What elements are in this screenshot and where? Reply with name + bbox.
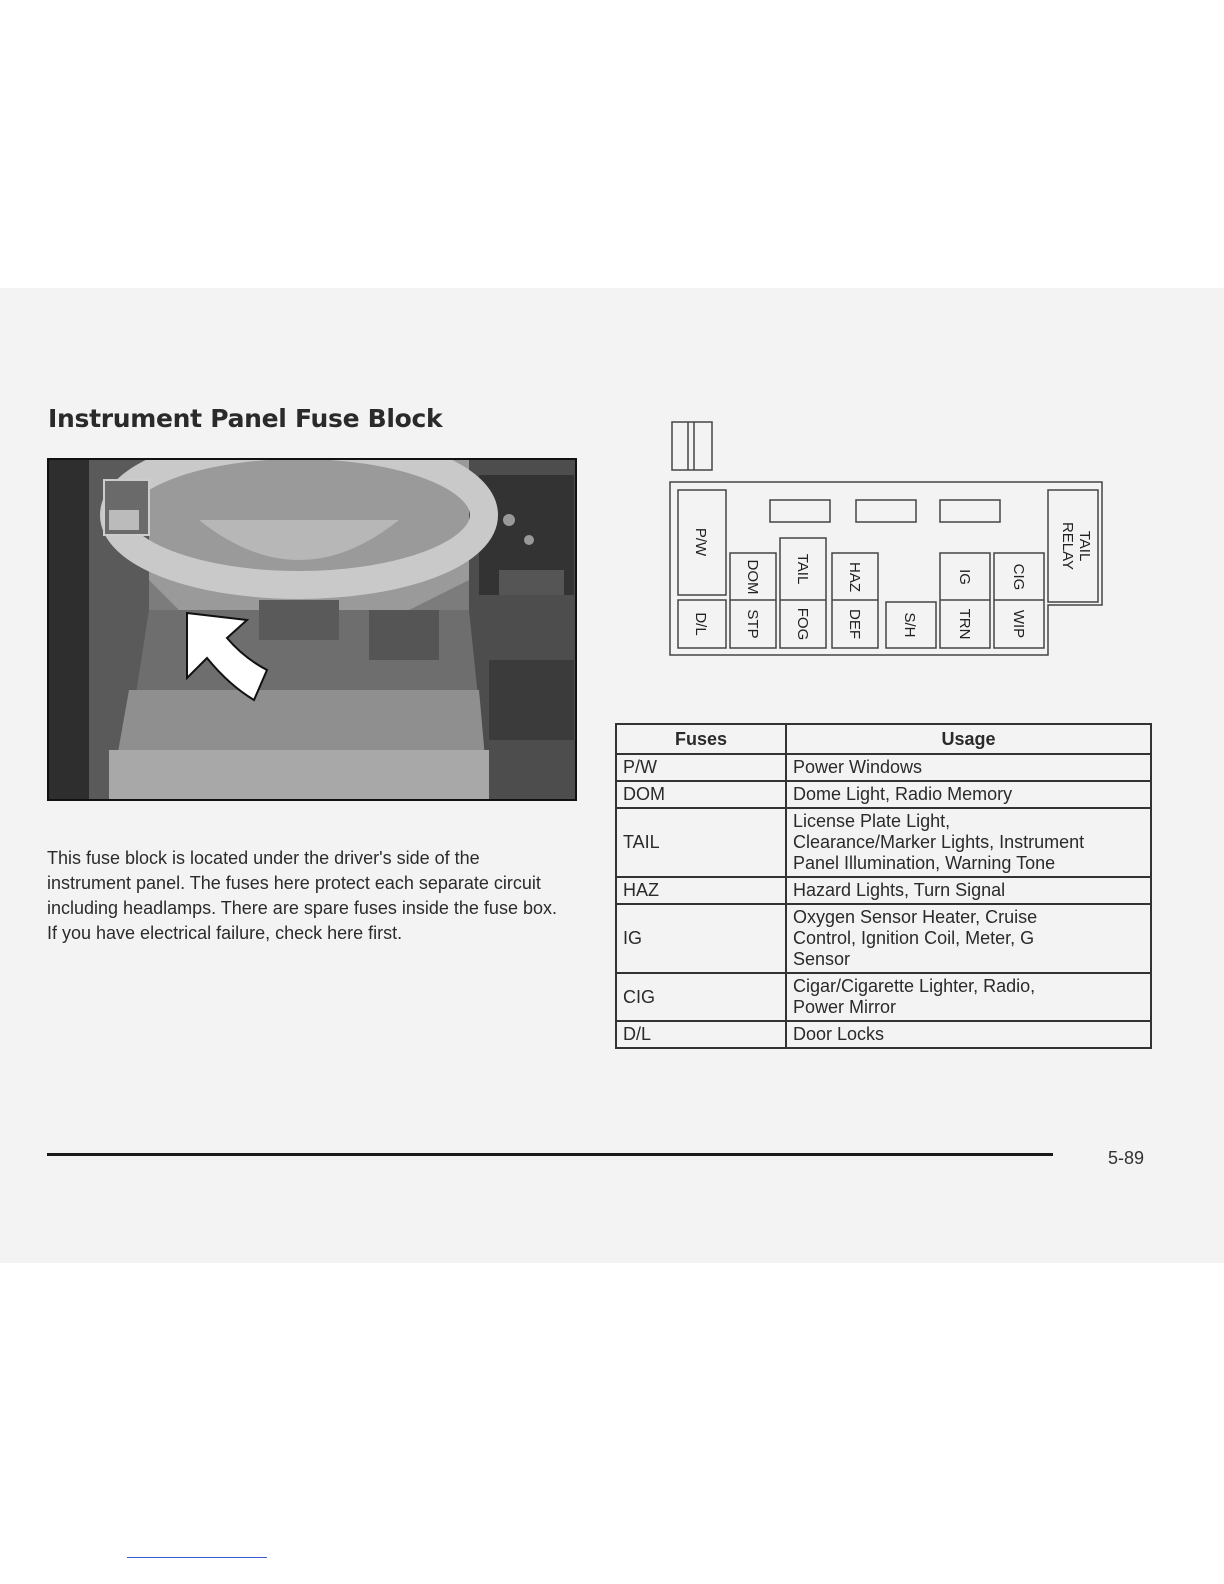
table-row (616, 904, 1151, 973)
usage-cell: Dome Light, Radio Memory (786, 781, 1151, 808)
fuse-cell: CIG (616, 973, 786, 1021)
usage-cell: Cigar/Cigarette Lighter, Radio, Power Mirror (786, 973, 1151, 1021)
usage-cell: Door Locks (786, 1021, 1151, 1048)
fuse-cell: P/W (616, 754, 786, 781)
table-row (616, 754, 1151, 781)
fuse-cell: DOM (616, 781, 786, 808)
usage-cell: License Plate Light, Clearance/Marker Lights, Instrument Panel Illumination, Warning Tone (786, 808, 1151, 877)
page-number: 5-89 (1108, 1148, 1145, 1168)
fuse-cell: HAZ (616, 877, 786, 904)
fuse-label: FOG (794, 607, 811, 641)
fuse-label: HAZ (846, 562, 863, 592)
table-row (616, 808, 1151, 877)
usage-cell: Oxygen Sensor Heater, Cruise Control, Ignition Coil, Meter, G Sensor (786, 904, 1151, 973)
fuse-label: IG (956, 569, 973, 585)
description-text: This fuse block is located under the driver's side of the instrument panel. The fuses here protect each separate circuit including headlamps. There are spare fuses inside the fuse box. If you have electrical failure, check here first. (47, 848, 557, 943)
footer-divider (47, 1153, 1053, 1156)
fuse-cell: D/L (616, 1021, 786, 1048)
relay-label: TAIL (1076, 530, 1093, 562)
column-header: Usage (786, 724, 1151, 754)
fuse-block-diagram (660, 420, 1110, 665)
fuse-label: D/L (692, 612, 709, 636)
fuse-usage-table (615, 723, 1152, 1049)
table-header-row (616, 724, 1151, 754)
fuse-label: DEF (846, 609, 863, 639)
fuse-label: TRN (956, 608, 973, 640)
fuse-label: WIP (1010, 609, 1027, 639)
table-row (616, 1021, 1151, 1048)
section-title: Instrument Panel Fuse Block (48, 404, 443, 433)
fuse-label: S/H (901, 612, 918, 638)
fuse-label: CIG (1010, 563, 1027, 591)
usage-cell: Power Windows (786, 754, 1151, 781)
fuse-cell: TAIL (616, 808, 786, 877)
fuse-label: P/W (692, 527, 709, 557)
column-header: Fuses (616, 724, 786, 754)
fuse-block-location-photo (47, 458, 577, 801)
relay-label: RELAY (1059, 521, 1076, 571)
usage-cell: Hazard Lights, Turn Signal (786, 877, 1151, 904)
table-row (616, 781, 1151, 808)
fuse-label: STP (744, 609, 761, 639)
fuse-label: TAIL (794, 553, 811, 585)
bottom-link-underline (127, 1557, 267, 1558)
fuse-cell: IG (616, 904, 786, 973)
table-row (616, 877, 1151, 904)
table-row (616, 973, 1151, 1021)
fuse-label: DOM (744, 559, 761, 595)
